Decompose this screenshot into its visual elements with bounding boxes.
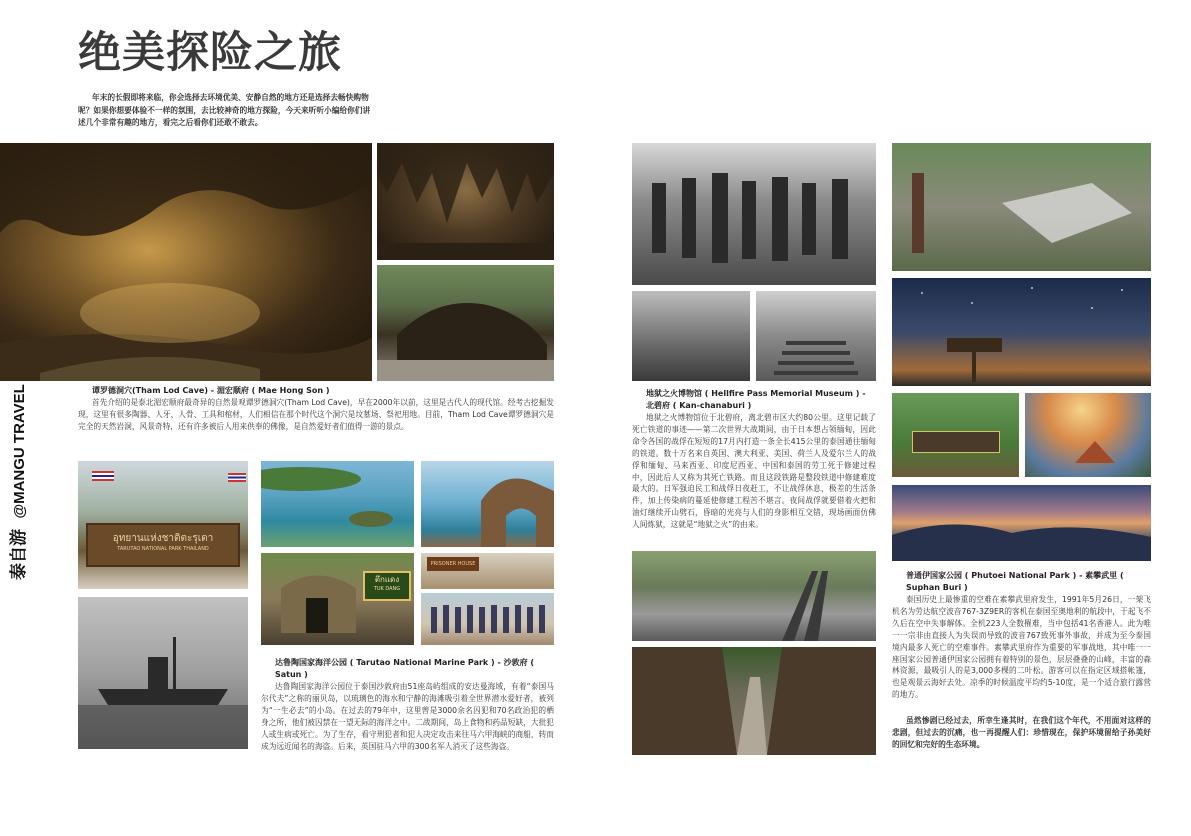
rock-arch-shape xyxy=(421,461,554,547)
people-silhouettes xyxy=(421,593,554,645)
tuk-dang-thai: ตึกแดง xyxy=(374,575,400,584)
brand-cn: 泰自游 xyxy=(9,529,28,580)
photo-prisoner-house xyxy=(421,553,554,589)
intro-paragraph: 年末的长假即将来临，你会选择去环境优美、安静自然的地方还是选择去畅快购物呢？如果你想要体验不一样的氛围，去比较神奇的地方探险，今天来听听小编给你们讲述几个非常有趣的地方，看完之后看你们还敢不敢去。 xyxy=(78,93,371,128)
photo-rock-arch xyxy=(421,461,554,547)
photo-camping-sunset xyxy=(1025,393,1151,477)
cave-entrance-shape xyxy=(377,265,554,381)
photo-tarutao-park-sign xyxy=(78,461,248,589)
tent-shape xyxy=(1025,393,1151,477)
section-heading: 普通伊国家公园 ( Phutoei National Park ) - 素攀武里 ( Suphan Buri ) xyxy=(906,571,1124,592)
pass-cutting-shape xyxy=(632,647,876,755)
photo-mountain-sea-of-clouds xyxy=(892,485,1151,561)
photo-historic-ship xyxy=(78,597,248,749)
photo-tham-lod-cave-main xyxy=(0,143,372,381)
photo-night-sky-sign xyxy=(892,278,1151,386)
section-body: 首先介绍的是泰北湄宏顺府最奇异的自然景观谭罗德洞穴(Tham Lod Cave)，早在2000年以前，这里是古代人的现代馆。经考古挖掘发现，这里有很多陶器、人牙、人骨、工具和棺材，人们相信在那个时代这个洞穴是坟墓场、祭祀用地。目前，Tham Lod Cave谭罗德洞穴是完全的天然岩洞，风景奇特，还有许多被后人用来供奉的佛像，是自然爱好者们值得一游的景点。 xyxy=(78,398,554,431)
photo-railway-workers-1 xyxy=(632,291,750,381)
island-shape xyxy=(261,461,414,547)
closing-paragraph: 虽然惨剧已经过去，所幸生逢其时，在我们这个年代，不用面对这样的悲剧，但过去的沉痛，也一再提醒人们：珍惜现在，保护环境留给子孙美好的回忆和完好的生态环境。 xyxy=(892,716,1151,749)
tuk-dang-sign xyxy=(363,571,411,601)
page-title: 绝美探险之旅 xyxy=(78,28,342,78)
photo-crash-site xyxy=(892,143,1151,271)
night-sign-shape xyxy=(892,278,1151,386)
crash-debris xyxy=(892,143,1151,271)
photo-pow-workers xyxy=(632,143,876,285)
tuk-dang-en: TUK DANG xyxy=(373,586,401,592)
section-hellfire xyxy=(632,388,876,531)
cave-illustration xyxy=(0,143,372,381)
steps-shape xyxy=(756,291,876,381)
photo-stone-bunker xyxy=(261,553,414,645)
section-heading: 达鲁陶国家海洋公园 ( Tarutao National Marine Park ) - 沙敦府 ( Satun ) xyxy=(275,658,535,679)
photo-park-entrance xyxy=(892,393,1019,477)
mountain-ridges xyxy=(892,485,1151,561)
thai-flag-icon xyxy=(92,471,114,481)
railway-track-shape xyxy=(632,551,876,641)
park-sign-board xyxy=(86,523,240,567)
section-tham-lod xyxy=(78,385,554,433)
park-sign-thai: อุทยานแห่งชาติตะรุเตา xyxy=(112,533,214,544)
section-body: 泰国历史上最惨重的空难在素攀武里府发生，1991年5月26日，一架飞机名为劳达航空波音767-3Z9ER的客机在泰国至奥地利的航段中，于起飞不久后在空中失事解体。全机223人全数罹难，当中包括41名香港人。此为唯一一宗非由直接人为失误而导致的波音767致死事外事故，并成为至今泰国境内最多人死亡的空难事件。素攀武里府作为重要的军事战地，其中唯一一座国家公园普通伊国家公园拥有着特别的景色，层层叠叠的山峰，丰富的森林资源，最吸引人的是3,000多棵的二叶松。游客可以在指定区域搭帐篷，也是观景云海好去处。凉季的时候温度平均约5-10度，是一个适合旅行露营的地方。 xyxy=(892,595,1151,700)
section-body: 地狱之火博物馆位于北碧府，离北碧市区大约80公里。这里记载了死亡铁道的事迹——第二次世界大战期间，由于日本想占领缅甸，因此命令各国的战俘在短短的17月内打造一条全长415公里的泰国通往缅甸的铁道。数十万名来自英国、澳大利亚、美国、荷兰人及爱尔兰人的战俘和缅甸、马来西亚、印度尼西亚、中国和泰国的劳工死于修建过程中，因此后人又称为其死亡铁路。而且这段铁路是整段铁道中修建难度最大的。日军强迫民工和战俘日夜赶工，不让战俘休息，极差的生活条件，加上传染病的蔓延使修建工程苦不堪言。夜间战俘就要借着火把和油灯继续开山劈石，昏暗的光亮与人们的身影相互交错，现场画面仿佛人间炼狱，这就是“地狱之火”的由来。 xyxy=(632,413,876,530)
park-sign-en: TARUTAO NATIONAL PARK THAILAND xyxy=(117,546,209,552)
section-tarutao xyxy=(261,657,554,752)
section-phutoei xyxy=(892,570,1151,751)
photo-railway-workers-2 xyxy=(756,291,876,381)
section-body: 达鲁陶国家海洋公园位于泰国沙敦府由51座岛屿组成的安达曼海域，有着“泰国马尔代夫”之称的丽贝岛，以琉璃色的海水和宁静的海滩吸引着全世界潜水爱好者，被列为“一生必去”的小岛。在过去的79年中，这里曾是3000余名囚犯和70名政治犯的栖身之所，他们被囚禁在一望无际的海洋之中。二战期间，岛上食物和药品短缺，大批犯人或生病或死亡。为了生存，看守刑犯者和犯人决定攻击来往马六甲海峡的商船，转而成为远近闻名的海盗。后来，英国驻马六甲的300名军人消灭了这些海盗。 xyxy=(261,682,554,751)
photo-tarutao-island-aerial xyxy=(261,461,414,547)
stalactite-shapes xyxy=(377,143,554,260)
section-heading: 谭罗德洞穴(Tham Lod Cave) - 湄宏顺府 ( Mae Hong Son ) xyxy=(92,386,330,395)
photo-death-railway-track xyxy=(632,551,876,641)
thai-flag-icon xyxy=(228,473,246,482)
section-heading: 地狱之火博物馆 ( Hellfire Pass Memorial Museum ) - 北碧府 ( Kan-chanaburi ) xyxy=(646,389,866,410)
photo-cave-stalactites xyxy=(377,143,554,260)
prisoner-house-sign: PRISONER HOUSE xyxy=(427,557,479,571)
photo-cave-entrance xyxy=(377,265,554,381)
ship-silhouette xyxy=(78,597,248,749)
photo-hellfire-pass-cutting xyxy=(632,647,876,755)
photo-group-on-beach xyxy=(421,593,554,645)
workers-silhouettes xyxy=(632,143,876,285)
park-entrance-sign xyxy=(912,431,1000,453)
brand-handle: @MANGU TRAVEL xyxy=(11,384,28,519)
